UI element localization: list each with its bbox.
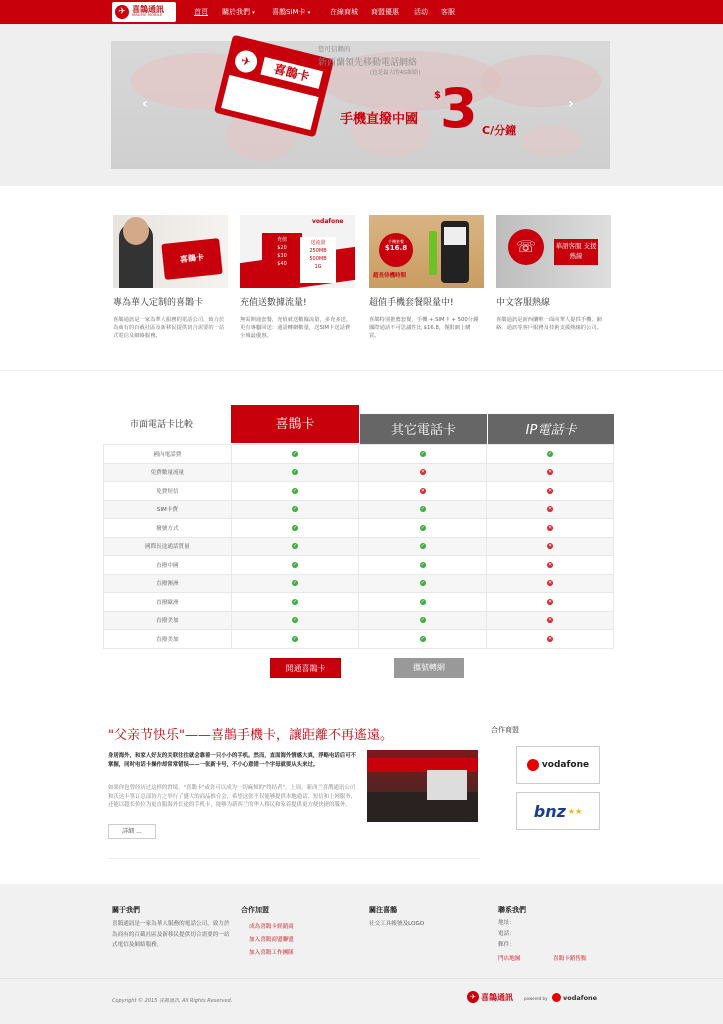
standby-text: 超長待機時間 <box>373 273 407 279</box>
nav-sim[interactable]: 喜鵲SIM卡 ▾ <box>272 8 311 16</box>
compare-cell <box>231 445 359 464</box>
hero-line2: 新西蘭領先移動電話網絡 <box>318 58 418 68</box>
vodafone-icon <box>527 759 539 771</box>
compare-row <box>104 482 614 501</box>
footer-link-dealer[interactable]: 成為喜鵲卡經銷商 <box>249 924 294 930</box>
feature-desc-sim: 喜鵲通訊是一家為華人服務的電話公司，致力於為商有的百截社區及新移民提供切合需要的一站式電信及網絡服務。 <box>113 317 225 340</box>
footer-link-jobs[interactable]: 加入喜鵲工作團隊 <box>249 950 294 956</box>
check-icon: ✓ <box>293 561 298 568</box>
footer-vodafone-logo[interactable] <box>552 993 597 1002</box>
footer-follow-text: 社交工具帳號及LOGO <box>369 921 425 927</box>
check-icon: ✓ <box>420 617 425 624</box>
footer-link-store-map[interactable]: 門店地圖 <box>498 956 521 962</box>
feature-title-phone[interactable]: 超值手機套餐限量中! <box>369 298 454 308</box>
check-icon: ✓ <box>293 580 298 587</box>
top-nav-bar <box>0 0 723 24</box>
compare-cell <box>487 445 614 464</box>
article-event-photo <box>367 750 478 822</box>
cross-icon: ✕ <box>548 543 553 550</box>
check-icon: ✓ <box>420 580 425 587</box>
check-icon: ✓ <box>293 450 298 457</box>
compare-cell <box>487 482 614 501</box>
cross-icon: ✕ <box>548 617 553 624</box>
compare-cell <box>359 445 487 464</box>
compare-row-label: 直撥美加 <box>104 630 232 649</box>
compare-table <box>103 444 614 649</box>
compare-cell <box>231 574 359 593</box>
card-label: 喜鵲卡 <box>260 57 323 89</box>
nav-about[interactable]: 關於我們 ▾ <box>222 8 255 16</box>
check-icon: ✓ <box>420 561 425 568</box>
hero-price: 3 <box>440 77 478 140</box>
bonus-value: 250MB <box>309 248 327 254</box>
sim-card-label: 喜鵲卡 <box>161 238 222 280</box>
compare-cell <box>359 482 487 501</box>
brand-logo-text <box>132 6 164 18</box>
brand-logo[interactable] <box>112 2 176 22</box>
feature-image-sim[interactable] <box>113 215 228 288</box>
compare-cell <box>487 593 614 612</box>
footer-link-outlets[interactable]: 喜鵲卡銷售點 <box>553 956 587 962</box>
article-body: 如果你也曾经历过这样的窘境，"喜鵲卡"或许可以成为一切麻烦的"终结者"。上周，新西兰喜鹊通讯公司和沃达丰签订总部协力之举行了盛大的商品推介会，希望这张不仅能够提供本地通话、短信和上网服务，还能以超长价位为更直服海外长途的手机卡，能够为新西兰的华人移民和家着提供更方便快捷的服务。 <box>108 785 356 809</box>
check-icon: ✓ <box>293 469 298 476</box>
topup-value: $20 <box>277 245 287 251</box>
open-magpie-card-button[interactable]: 開通喜鵲卡 <box>270 658 341 678</box>
compare-col-other: 其它電話卡 <box>360 414 487 444</box>
footer-join-title: 合作加盟 <box>241 906 269 914</box>
check-icon: ✓ <box>420 524 425 531</box>
compare-cell <box>359 556 487 575</box>
compare-row <box>104 593 614 612</box>
footer-address-label: 地址： <box>498 920 515 926</box>
compare-cell <box>359 500 487 519</box>
article-divider <box>108 858 480 859</box>
compare-row <box>104 519 614 538</box>
vodafone-icon <box>552 993 561 1002</box>
cross-icon: ✕ <box>548 635 553 642</box>
feature-title-support[interactable]: 中文客服熱線 <box>496 298 551 308</box>
check-icon: ✓ <box>420 635 425 642</box>
support-hotline-label: 華語客服 支援熱線 <box>554 239 598 265</box>
magpie-logo-icon: ✈ <box>233 48 260 75</box>
cross-icon: ✕ <box>548 506 553 513</box>
footer-brand-name: 喜鵲通訊 <box>481 992 513 1002</box>
footer-brand-logo[interactable] <box>467 991 513 1003</box>
article-lead: 身居海外，和家人好友的关联往往就会靠着一只小小的手机。然而，直面海外情感大真，浮略电话后可不掌握，同时电话卡操作却常常错误——一张新卡号，不小心意错一个字母就要从头来过。 <box>108 753 356 768</box>
compare-row-label: 直撥歐洲 <box>104 593 232 612</box>
compare-cell <box>359 630 487 649</box>
chevron-down-icon: ▾ <box>252 10 255 16</box>
compare-cell <box>487 519 614 538</box>
footer-email-label: 郵件： <box>498 942 515 948</box>
check-icon: ✓ <box>293 598 298 605</box>
nav-home[interactable]: 首頁 <box>194 8 208 16</box>
hero-line1: 您可信賴的 <box>318 45 351 53</box>
magpie-logo-icon: ✈ <box>467 991 479 1003</box>
footer-divider <box>0 978 723 979</box>
hero-line3: (也是最大的4G網絡) <box>370 70 421 76</box>
compare-cell <box>487 500 614 519</box>
slider-next-arrow-icon[interactable]: › <box>568 96 574 112</box>
compare-cell <box>487 537 614 556</box>
nav-support[interactable]: 客服 <box>441 8 455 16</box>
compare-cell <box>231 556 359 575</box>
bonus-value: 1G <box>314 264 322 270</box>
bnz-logo-text: bnz <box>533 801 566 821</box>
check-icon: ✓ <box>420 543 425 550</box>
compare-row-label: 直撥中國 <box>104 556 232 575</box>
compare-cell <box>487 611 614 630</box>
check-icon: ✓ <box>420 598 425 605</box>
bonus-tag: 送流量 <box>310 240 326 246</box>
check-icon: ✓ <box>293 524 298 531</box>
topup-value: $40 <box>277 261 287 267</box>
check-icon: ✓ <box>293 487 298 494</box>
compare-cell <box>359 463 487 482</box>
hero-call-text: 手機直撥中國 <box>340 112 419 127</box>
vodafone-logo-text: vodafone <box>541 760 590 770</box>
compare-row <box>104 574 614 593</box>
partner-bnz[interactable] <box>516 792 600 830</box>
compare-cell <box>231 482 359 501</box>
stars-icon: ★★ <box>567 806 583 816</box>
chevron-down-icon: ▾ <box>307 10 311 16</box>
compare-row <box>104 611 614 630</box>
compare-row-label: 直撥澳洲 <box>104 574 232 593</box>
cross-icon: ✕ <box>548 487 553 494</box>
feature-image-topup[interactable] <box>240 215 355 288</box>
bonus-value: 500MB <box>309 256 327 262</box>
topup-tag: 充值 <box>276 237 287 243</box>
cross-icon: ✕ <box>548 469 553 476</box>
footer-about-text: 喜鵲通訊是一家為華人服務的電話公司，致力於為商有的百截社區及新移民提供切合需要的一站式電信及網絡服務。 <box>112 921 230 949</box>
compare-row <box>104 445 614 464</box>
copyright-text: Copyright © 2015 喜鵲通訊, All Rights Reserved. <box>112 998 233 1004</box>
compare-cell <box>359 574 487 593</box>
cross-icon: ✕ <box>548 580 553 587</box>
compare-row-label: SIM卡費 <box>104 500 232 519</box>
partners-title: 合作商盟 <box>491 726 519 734</box>
nav-shop[interactable]: 在線商城 <box>330 8 358 16</box>
footer-contact-title: 聯系我們 <box>498 906 526 914</box>
compare-row-label: 撥號方式 <box>104 519 232 538</box>
feature-desc-topup: 無需開通套餐，充值就送數據流量，多充多送，更有專屬回送：通話轉網數量，送SIM卡送話費全城最優惠。 <box>240 317 352 340</box>
compare-cell <box>359 593 487 612</box>
feature-image-phone[interactable] <box>369 215 484 288</box>
check-icon: ✓ <box>548 450 553 457</box>
compare-row <box>104 463 614 482</box>
compare-cell <box>487 574 614 593</box>
compare-row-label: 國內電話費 <box>104 445 232 464</box>
cross-icon: ✕ <box>548 561 553 568</box>
check-icon: ✓ <box>293 543 298 550</box>
cross-icon: ✕ <box>548 524 553 531</box>
feature-desc-support: 喜鵲通訊是新西蘭唯一面向華人提供手機、網絡、通訊等客戶服務及技術支援熱線的公司。 <box>496 317 602 332</box>
phone-icon: ☏ <box>508 229 544 265</box>
feature-desc-phone: 喜鵲特別推薦套餐，手機 + SIM卡 + 500分鐘國際通話不可思議性比 $16.8，僅限網上購買。 <box>369 317 479 340</box>
vodafone-logo-text: vodafone <box>312 218 344 225</box>
slider-prev-arrow-icon[interactable]: ‹ <box>142 96 148 112</box>
brand-name-en: MAGPIE MOBILE <box>132 13 163 18</box>
nav-events[interactable]: 活动 <box>414 8 428 16</box>
compare-row <box>104 537 614 556</box>
phone-plan-price: $16.8 <box>384 244 408 253</box>
magpie-logo-icon: ✈ <box>115 5 129 19</box>
port-number-button[interactable]: 攜號轉網 <box>394 658 464 678</box>
compare-cell <box>487 556 614 575</box>
feature-title-topup[interactable]: 充值送數據流量! <box>240 298 307 308</box>
hero-dollar-sign: $ <box>434 90 441 101</box>
article-title[interactable]: "父亲节快乐"——喜鵲手機卡，讓距離不再遙遠。 <box>108 728 393 743</box>
nav-deals[interactable]: 商盟優惠 <box>371 8 399 16</box>
check-icon: ✓ <box>293 635 298 642</box>
footer <box>0 884 723 1024</box>
powered-by-text: powered by <box>524 996 548 1001</box>
compare-col-magpie: 喜鵲卡 <box>231 405 359 443</box>
footer-follow-title: 關注喜鵲 <box>369 906 397 914</box>
read-more-button[interactable]: 詳細 ... <box>108 824 156 839</box>
compare-row-label: 國際長途通話質量 <box>104 537 232 556</box>
compare-cell <box>231 519 359 538</box>
compare-cell <box>359 537 487 556</box>
compare-row <box>104 500 614 519</box>
check-icon: ✓ <box>420 450 425 457</box>
feature-image-support[interactable] <box>496 215 611 288</box>
cross-icon: ✕ <box>548 598 553 605</box>
check-icon: ✓ <box>293 617 298 624</box>
cross-icon: ✕ <box>420 487 425 494</box>
compare-row-label: 直撥美加 <box>104 611 232 630</box>
compare-cell <box>487 630 614 649</box>
compare-col-ip: IP電話卡 <box>488 414 614 444</box>
compare-row <box>104 556 614 575</box>
footer-about-title: 關于我們 <box>112 906 140 914</box>
compare-row <box>104 630 614 649</box>
compare-row-label: 免費短信 <box>104 482 232 501</box>
compare-cell <box>487 463 614 482</box>
cross-icon: ✕ <box>420 469 425 476</box>
compare-cell <box>231 630 359 649</box>
footer-phone-label: 電話： <box>498 931 515 937</box>
section-divider <box>0 370 723 371</box>
compare-cell <box>231 500 359 519</box>
check-icon: ✓ <box>420 506 425 513</box>
brand-name-cn: 喜鵲通訊 <box>132 5 164 15</box>
compare-cell <box>231 537 359 556</box>
hero-price-unit: C/分鐘 <box>482 124 517 137</box>
phone-plan-tag: 手機套餐 <box>388 239 404 244</box>
vodafone-logo-text: vodafone <box>563 993 598 1002</box>
compare-cell <box>231 593 359 612</box>
compare-row-label: 免費數量流量 <box>104 463 232 482</box>
check-icon: ✓ <box>293 506 298 513</box>
compare-cell <box>359 519 487 538</box>
footer-link-alliance[interactable]: 加入喜鵲商盟聯盟 <box>249 937 294 943</box>
topup-value: $30 <box>277 253 287 259</box>
partner-vodafone[interactable] <box>516 746 600 784</box>
compare-cell <box>231 463 359 482</box>
feature-title-sim[interactable]: 專為華人定制的喜鵲卡 <box>113 298 204 308</box>
compare-title: 市面電話卡比較 <box>130 420 194 430</box>
compare-cell <box>359 611 487 630</box>
compare-cell <box>231 611 359 630</box>
